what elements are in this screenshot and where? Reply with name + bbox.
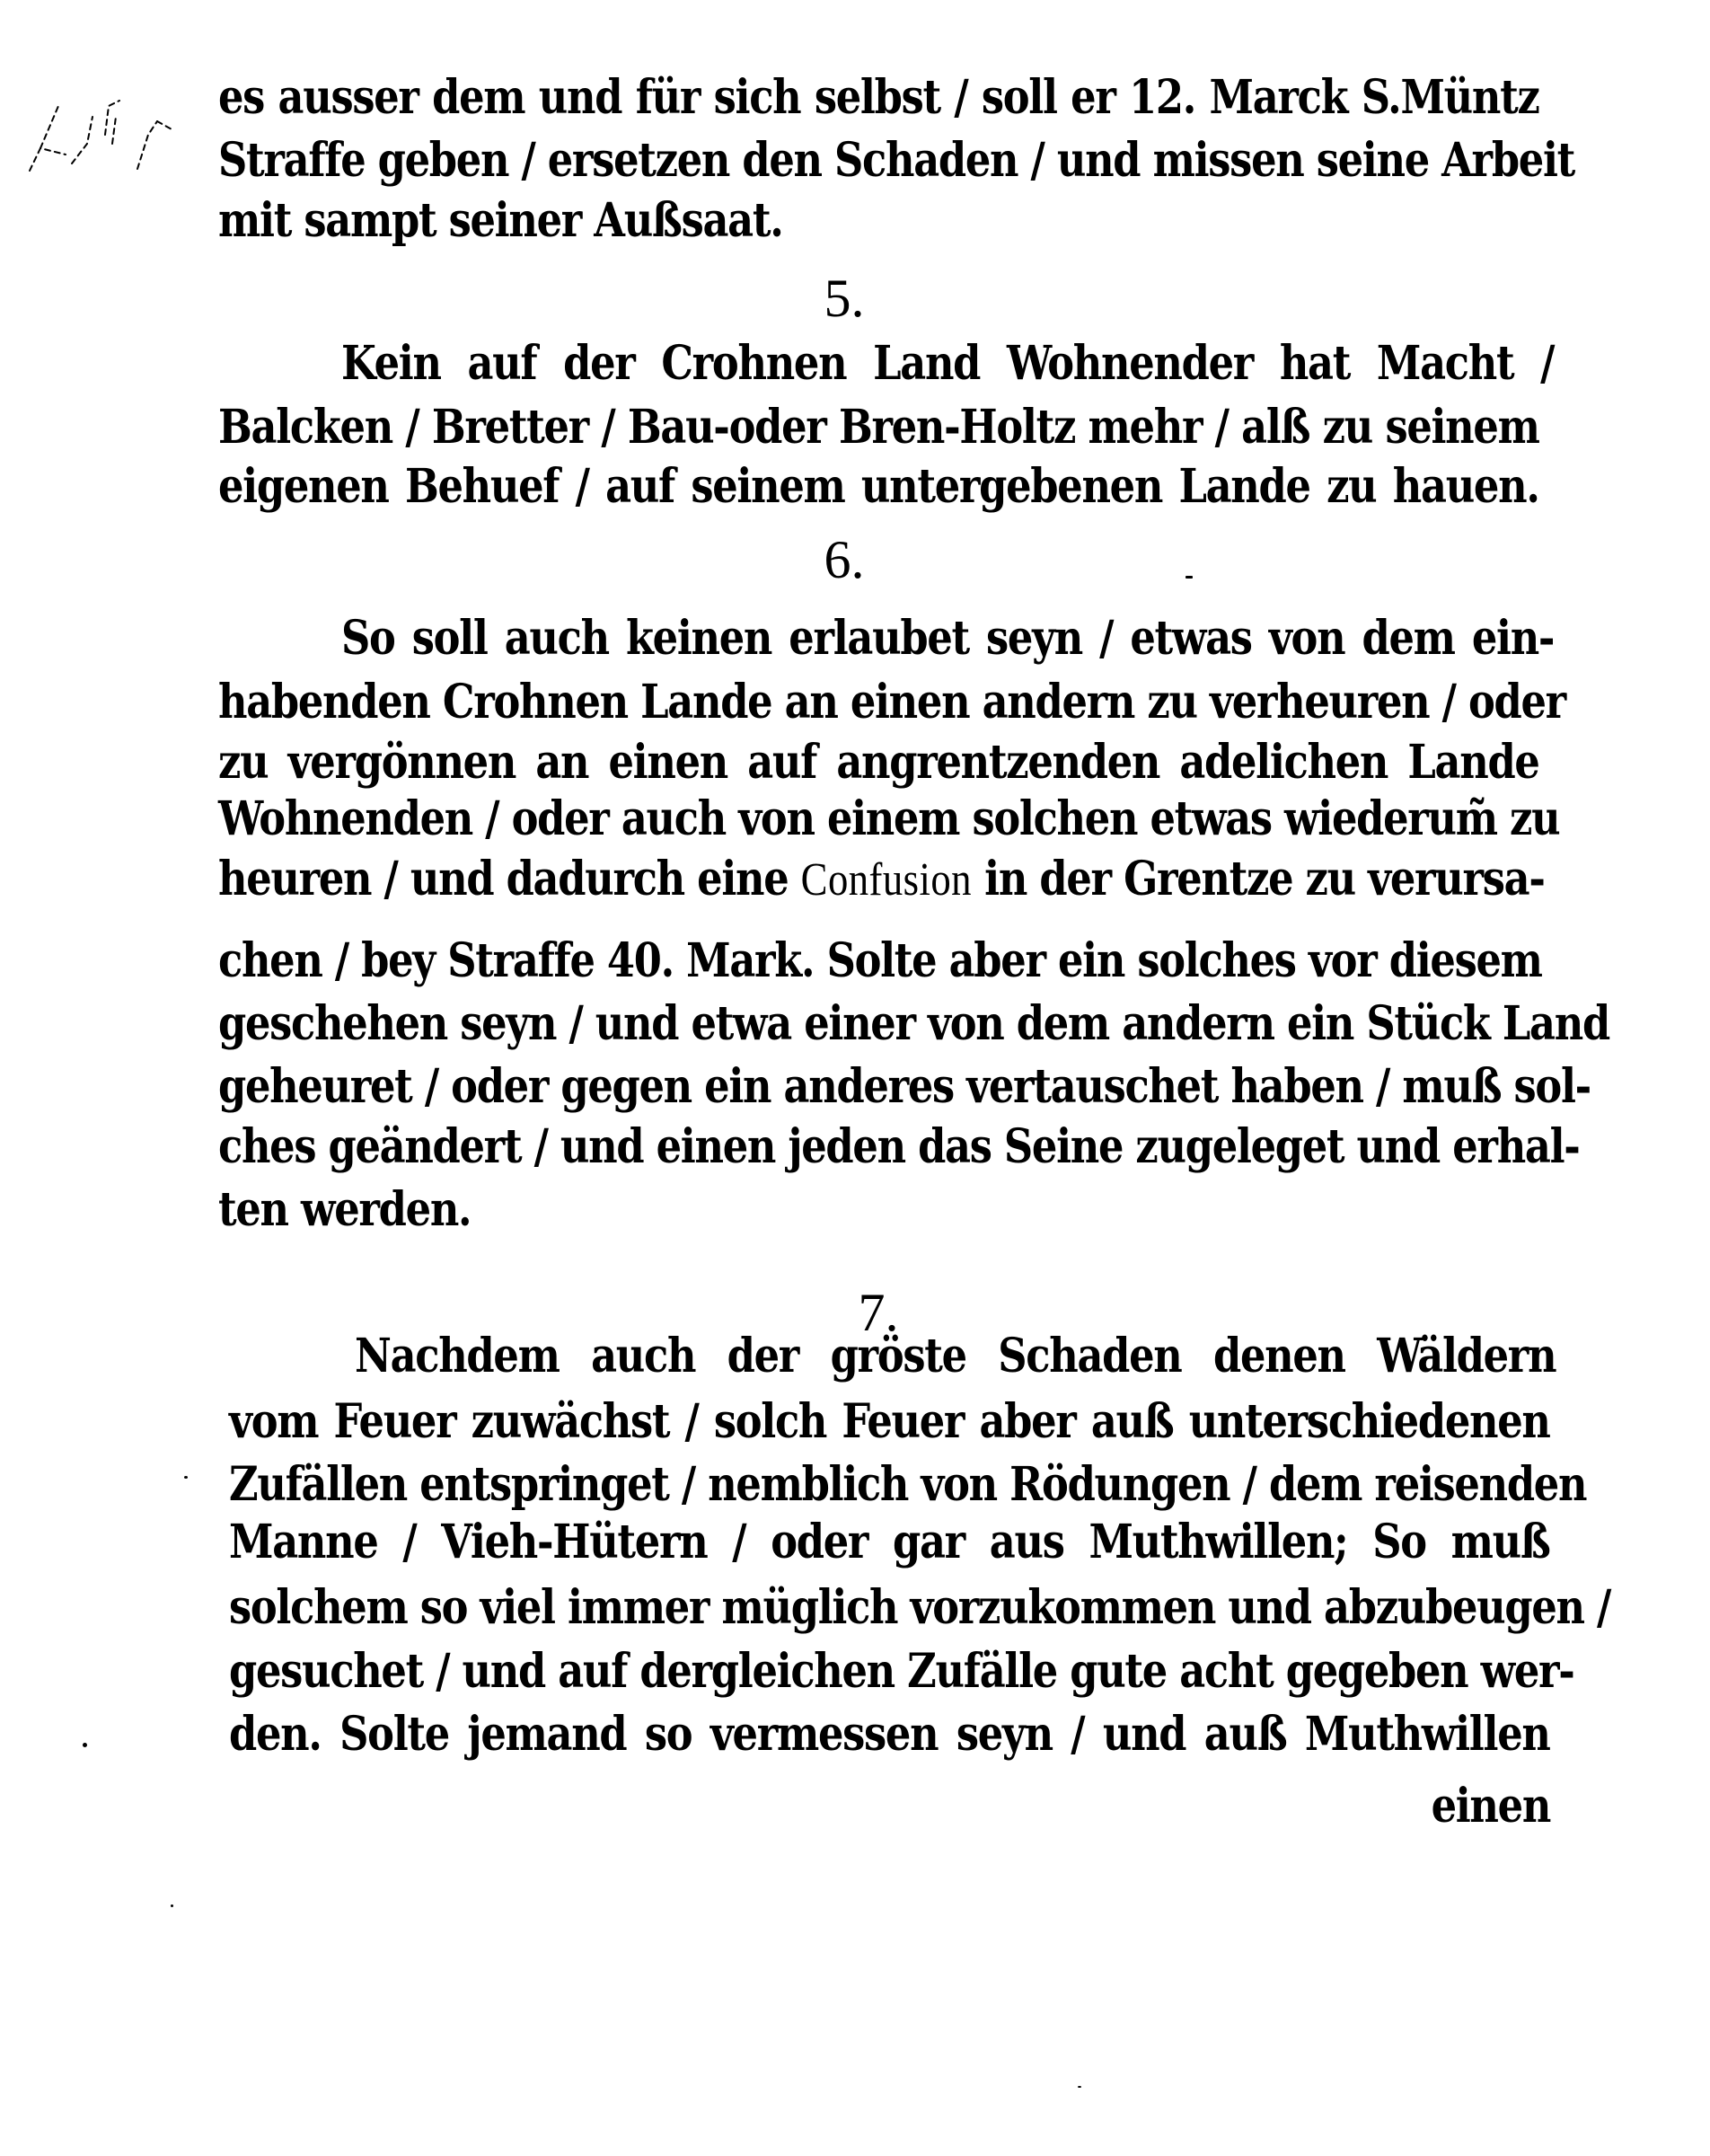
section-number-5: 5. — [824, 269, 865, 328]
scan-speck — [1186, 576, 1193, 579]
text-segment: in der Grentze zu verursa- — [971, 852, 1545, 906]
text-line: zu vergönnen an einen auf angrentzenden adelichen Lande — [218, 735, 1539, 790]
text-line: Kein auf der Crohnen Land Wohnender hat Macht / — [341, 336, 1555, 391]
text-line: Wohnenden / oder auch von einem solchen etwas wiederum̃ zu — [218, 791, 1560, 846]
scan-speck — [1078, 2086, 1081, 2088]
text-line: chen / bey Straffe 40. Mark. Solte aber ein solches vor diesem — [218, 933, 1542, 988]
text-line — [218, 849, 1545, 909]
handwritten-margin-note-icon — [22, 81, 184, 180]
text-line: eigenen Behuef / auf seinem untergebenen Lande zu hauen. — [218, 459, 1539, 514]
text-line: Nachdem auch der gröste Schaden denen Wäldern — [355, 1329, 1556, 1383]
text-line: Manne / Vieh-Hütern / oder gar aus Muthwillen; So muß — [229, 1515, 1550, 1569]
scan-speck — [83, 1743, 87, 1747]
latin-word: Confusion — [800, 854, 972, 906]
section-number-7: 7. — [858, 1283, 899, 1342]
text-line: geschehen seyn / und etwa einer von dem andern ein Stück Land — [218, 996, 1609, 1051]
text-line: ten werden. — [218, 1182, 472, 1237]
scan-speck — [171, 1904, 173, 1907]
text-line: Straffe geben / ersetzen den Schaden / und missen seine Arbeit — [218, 133, 1575, 188]
text-line: Zufällen entspringet / nemblich von Rödungen / dem reisenden — [229, 1457, 1587, 1512]
text-line: solchem so viel immer müglich vorzukommen und abzubeugen / — [229, 1580, 1611, 1635]
text-line: vom Feuer zuwächst / solch Feuer aber auß unterschiedenen — [229, 1394, 1550, 1449]
text-line: mit sampt seiner Außsaat. — [218, 193, 783, 248]
text-line: ches geändert / und einen jeden das Seine zugeleget und erhal- — [218, 1119, 1580, 1174]
text-line: gesuchet / und auf dergleichen Zufälle gute acht gegeben wer- — [229, 1644, 1574, 1699]
text-line: habenden Crohnen Lande an einen andern zu verheuren / oder — [218, 675, 1565, 729]
text-line: es ausser dem und für sich selbst / soll er 12. Marck S.Müntz — [218, 70, 1539, 125]
text-segment: heuren / und dadurch eine — [218, 852, 801, 906]
scan-speck — [184, 1476, 188, 1479]
text-line: geheuret / oder gegen ein anderes vertauschet haben / muß sol- — [218, 1059, 1591, 1114]
text-line: den. Solte jemand so vermessen seyn / und auß Muthwillen — [229, 1707, 1550, 1762]
section-number-6: 6. — [824, 530, 865, 589]
text-line: So soll auch keinen erlaubet seyn / etwas von dem ein- — [341, 611, 1555, 666]
text-segment — [218, 852, 1545, 906]
catchword: einen — [1431, 1779, 1550, 1833]
text-line: Balcken / Bretter / Bau-oder Bren-Holtz mehr / alß zu seinem — [218, 400, 1539, 455]
